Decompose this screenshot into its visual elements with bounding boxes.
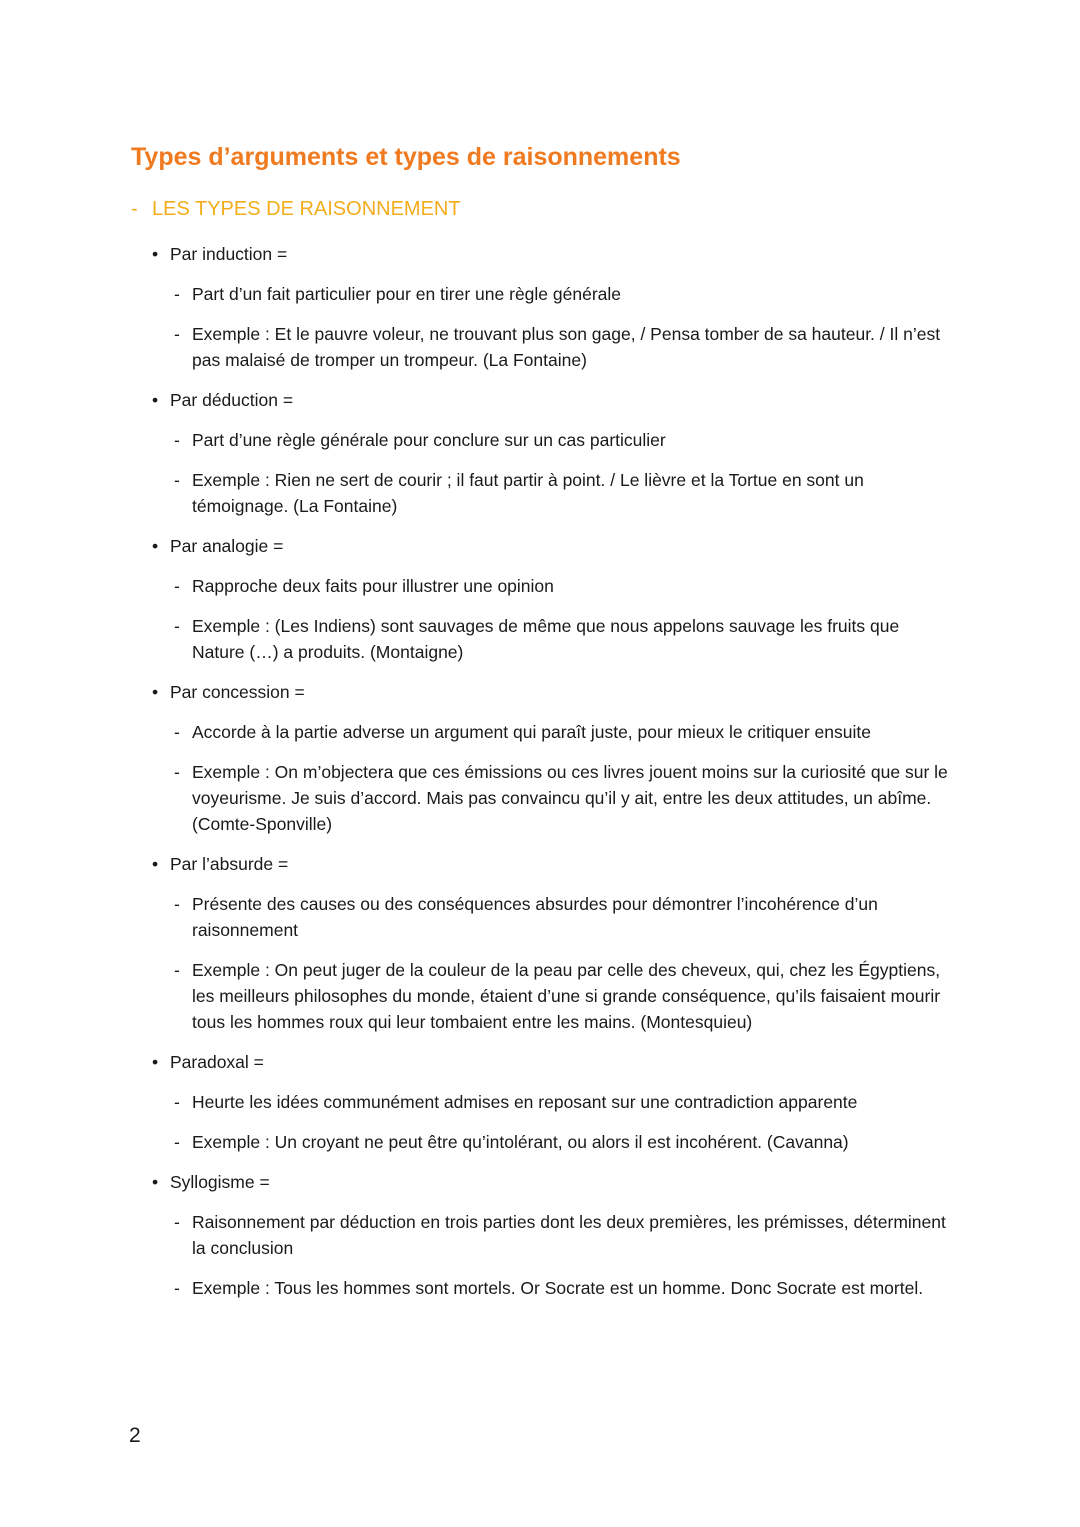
definition-item xyxy=(174,281,952,307)
page-title: Types d’arguments et types de raisonnements xyxy=(131,143,681,171)
dash-icon: - xyxy=(174,470,180,490)
definition-text: Heurte les idées communément admises en reposant sur une contradiction apparente xyxy=(192,1092,858,1112)
definition-item xyxy=(174,1089,952,1115)
example-item xyxy=(174,467,952,519)
example-item xyxy=(174,759,952,837)
dash-icon: - xyxy=(174,430,180,450)
bullet-icon: • xyxy=(152,854,159,874)
section-dash: - xyxy=(131,198,138,220)
reasoning-type-induction xyxy=(152,241,952,373)
bullet-icon: • xyxy=(152,390,159,410)
definition-item xyxy=(174,427,952,453)
example-item xyxy=(174,321,952,373)
reasoning-type-absurde xyxy=(152,851,952,1035)
example-item xyxy=(174,1129,952,1155)
reasoning-type-syllogisme xyxy=(152,1169,952,1301)
bullet-icon: • xyxy=(152,244,159,264)
definition-text: Rapproche deux faits pour illustrer une opinion xyxy=(192,576,554,596)
definition-text: Raisonnement par déduction en trois parties dont les deux premières, les prémisses, déterminent la conclusion xyxy=(192,1212,946,1258)
reasoning-type-analogie xyxy=(152,533,952,665)
reasoning-types-list xyxy=(152,241,952,1315)
example-text: Exemple : (Les Indiens) sont sauvages de même que nous appelons sauvage les fruits que Nature (…) a produits. (Montaigne) xyxy=(192,616,900,662)
reasoning-type-label: Par l’absurde = xyxy=(170,854,289,874)
example-item xyxy=(174,1275,952,1301)
dash-icon: - xyxy=(174,576,180,596)
definition-text: Part d’un fait particulier pour en tirer une règle générale xyxy=(192,284,621,304)
definition-text: Accorde à la partie adverse un argument qui paraît juste, pour mieux le critiquer ensuite xyxy=(192,722,871,742)
definition-item xyxy=(174,573,952,599)
example-text: Exemple : Tous les hommes sont mortels. Or Socrate est un homme. Donc Socrate est mortel. xyxy=(192,1278,924,1298)
reasoning-type-label: Syllogisme = xyxy=(170,1172,270,1192)
dash-icon: - xyxy=(174,722,180,742)
definition-item xyxy=(174,1209,952,1261)
example-text: Exemple : Et le pauvre voleur, ne trouvant plus son gage, / Pensa tomber de sa hauteur. / Il n’est pas malaisé de tromper un trompeur. (La Fontaine) xyxy=(192,324,941,370)
bullet-icon: • xyxy=(152,682,159,702)
dash-icon: - xyxy=(174,1092,180,1112)
dash-icon: - xyxy=(174,616,180,636)
dash-icon: - xyxy=(174,894,180,914)
example-text: Exemple : Un croyant ne peut être qu’intolérant, ou alors il est incohérent. (Cavanna) xyxy=(192,1132,849,1152)
dash-icon: - xyxy=(174,1212,180,1232)
reasoning-type-label: Par déduction = xyxy=(170,390,294,410)
reasoning-type-label: Par concession = xyxy=(170,682,305,702)
dash-icon: - xyxy=(174,1278,180,1298)
reasoning-type-label: Par induction = xyxy=(170,244,288,264)
reasoning-type-label: Par analogie = xyxy=(170,536,284,556)
section-heading-text: LES TYPES DE RAISONNEMENT xyxy=(152,198,461,220)
example-text: Exemple : Rien ne sert de courir ; il faut partir à point. / Le lièvre et la Tortue en sont un témoignage. (La Fontaine) xyxy=(192,470,864,516)
example-text: Exemple : On peut juger de la couleur de la peau par celle des cheveux, qui, chez les Égyptiens, les meilleurs philosophes du monde, étaient d’une si grande conséquence, qu’ils faisaient mourir tous les hommes roux qui leur tombaient entre les mains. (Montesquieu) xyxy=(192,960,941,1032)
definition-text: Présente des causes ou des conséquences absurdes pour démontrer l’incohérence d’un raisonnement xyxy=(192,894,878,940)
reasoning-type-label: Paradoxal = xyxy=(170,1052,264,1072)
reasoning-type-concession xyxy=(152,679,952,837)
dash-icon: - xyxy=(174,1132,180,1152)
section-heading xyxy=(131,198,461,221)
example-item xyxy=(174,613,952,665)
dash-icon: - xyxy=(174,762,180,782)
definition-text: Part d’une règle générale pour conclure sur un cas particulier xyxy=(192,430,666,450)
definition-item xyxy=(174,719,952,745)
example-item xyxy=(174,957,952,1035)
bullet-icon: • xyxy=(152,1052,159,1072)
example-text: Exemple : On m’objectera que ces émissions ou ces livres jouent moins sur la curiosité que sur le voyeurisme. Je suis d’accord. Mais pas convaincu qu’il y ait, entre les deux attitudes, un abîme. (Comte-Sponville) xyxy=(192,762,948,834)
page-number: 2 xyxy=(129,1424,141,1447)
bullet-icon: • xyxy=(152,1172,159,1192)
dash-icon: - xyxy=(174,324,180,344)
reasoning-type-paradoxal xyxy=(152,1049,952,1155)
definition-item xyxy=(174,891,952,943)
bullet-icon: • xyxy=(152,536,159,556)
reasoning-type-deduction xyxy=(152,387,952,519)
dash-icon: - xyxy=(174,284,180,304)
dash-icon: - xyxy=(174,960,180,980)
